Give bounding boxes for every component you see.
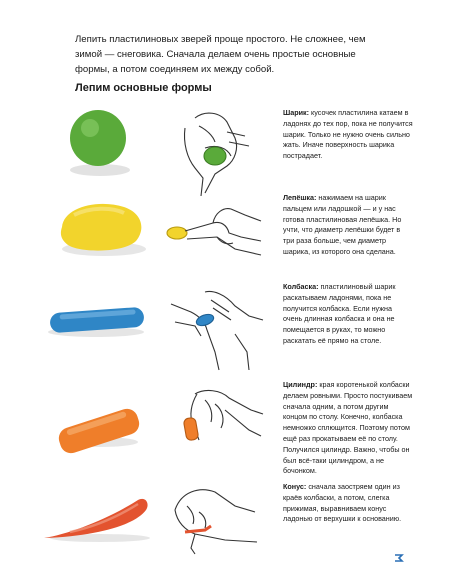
cylinder-description [283,380,413,477]
hand-tapping-cylinder-icon [165,380,265,470]
section-heading: Лепим основные формы [75,82,212,94]
hands-rolling-sausage-icon [165,282,265,372]
cone-shape [44,499,148,538]
hand-shaping-cone-icon [165,482,265,572]
cone-illustration [40,482,150,562]
ball-term: Шарик: [283,108,310,117]
cone-description [283,482,413,525]
flat-shape [61,204,141,251]
sausage-description [283,282,413,347]
flat-text: нажимаем на шарик пальцем или ладошкой — и у нас готова пластилиновая лепёшка. Но учти, что диаметр лепёшки будет в три раза больше, чем диаметр шарика, из которого она сделана. [283,193,402,256]
hands-rolling-ball-icon [165,108,265,198]
ball-illustration [40,108,150,188]
ball-description [283,108,413,162]
cylinder-text: края коротенькой колбаски делаем ровными. Просто постукиваем сначала одним, а потом другим концом по столу. Конечно, колбаска немножко сплющится. Поэтому потом ещё раз прокатываем её по столу. Получился цилиндр. Важно, чтобы он был всё-таки цилиндром, а не бочонком. [283,380,413,476]
cone-text: сначала заостряем один из краёв колбаски, а потом, слегка прижимая, выравниваем конус ладонью от верхушки к основанию. [283,482,402,524]
sausage-text: пластилиновый шарик раскатываем ладонями, пока не получится колбаска. Если нужна очень длинная колбаска и она не помещается в руках, то можно раскатать её прямо на столе. [283,282,396,345]
cylinder-illustration [40,380,150,460]
flat-illustration [40,193,150,273]
intro-paragraph: Лепить пластилиновых зверей проще простого. Не сложнее, чем зимой — снеговика. Сначала делаем очень простые основные формы, а потом соединяем их между собой. [75,34,366,75]
ball-text: кусочек пластилина катаем в ладонях до тех пор, пока не получится шарик. Только не нужно очень сильно жать. Иначе поверхность шарика пострадает. [283,108,413,161]
flat-term: Лепёшка: [283,193,317,202]
page-corner-mark-icon [394,553,404,563]
sausage-illustration [40,282,150,362]
sausage-term: Колбаска: [283,282,319,291]
cone-term: Конус: [283,482,307,491]
flat-description [283,193,413,258]
ball-shape [70,110,126,166]
hand-pressing-flat-icon [165,193,265,283]
cylinder-term: Цилиндр: [283,380,318,389]
